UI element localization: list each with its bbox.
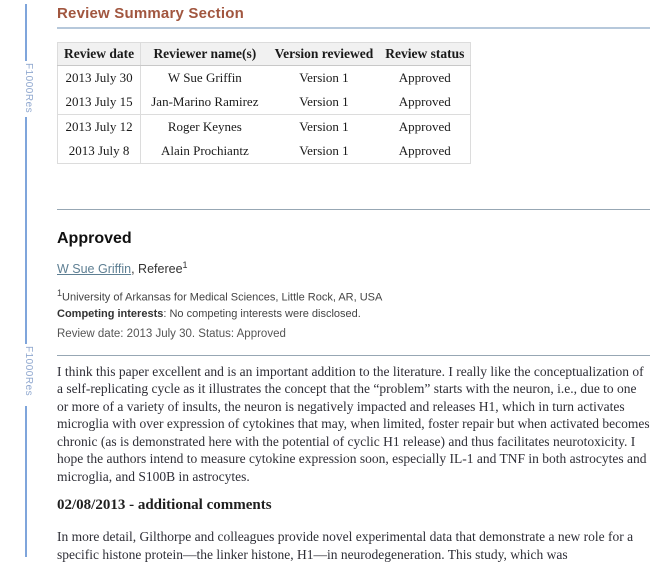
affiliation-ref-marker: 1 bbox=[182, 260, 188, 270]
reviewer-name-link[interactable]: W Sue Griffin bbox=[57, 262, 132, 277]
sidebar-rail-segment bbox=[25, 4, 27, 61]
status-cell: Approved bbox=[398, 70, 451, 85]
f1000res-vertical-brand: F1000Res bbox=[23, 346, 34, 397]
review-body bbox=[57, 363, 650, 564]
f1000res-vertical-brand: F1000Res bbox=[23, 63, 34, 114]
review-date-cell: 2013 July 30 bbox=[58, 66, 141, 91]
table-row bbox=[58, 90, 471, 115]
status-cell: Approved bbox=[379, 90, 471, 115]
version-cell: Version 1 bbox=[299, 70, 349, 85]
table-row bbox=[58, 115, 471, 140]
competing-interests-text: : No competing interests were disclosed. bbox=[163, 307, 361, 320]
review-paragraph: In more detail, Gilthorpe and colleagues provide novel experimental data that demonstrate a new role for a specific histone protein—the linker histone, H1—in neurodegeneration. This study, which was bbox=[57, 529, 634, 562]
reviewer-role-label: , Referee bbox=[131, 262, 183, 277]
review-date-status-line: Review date: 2013 July 30. Status: Approved bbox=[57, 327, 286, 340]
additional-comments-heading: 02/08/2013 - additional comments bbox=[57, 497, 272, 514]
version-cell: Version 1 bbox=[299, 119, 349, 134]
column-header-reviewer-names: Reviewer name(s) bbox=[141, 43, 269, 66]
reviewer-name-cell: W Sue Griffin bbox=[167, 70, 242, 85]
review-date-cell: 2013 July 12 bbox=[58, 115, 141, 140]
reviewer-name-cell: Alain Prochiantz bbox=[160, 143, 249, 158]
review-summary-table bbox=[57, 42, 471, 164]
table-row bbox=[58, 139, 471, 164]
review-date-cell: 2013 July 15 bbox=[58, 90, 141, 115]
sidebar-rail-segment bbox=[25, 117, 27, 344]
version-cell: Version 1 bbox=[269, 90, 380, 115]
affiliation-text: University of Arkansas for Medical Sciences, Little Rock, AR, USA bbox=[62, 291, 383, 304]
review-paragraph: I think this paper excellent and is an important addition to the literature. I really like the conceptualization of a self-replicating cycle as it illustrates the concept that the “problem” starts with the neuron, i.e., due to one or more of a variety of insults, the neuron is negatively impacted and releases H1, which in turn activates microglia with over expression of cytokines that may, when limited, foster repair but when activated becomes chronic (as is demonstrated here with the potential of cyclic H1 release) and thus facilitates neurotoxicity. I hope the authors intend to measure cytokine expression soon, especially IL-1 and TNF in both astrocytes and microglia, and S100B in astrocytes. bbox=[57, 363, 650, 484]
reviewer-affiliation bbox=[57, 288, 650, 304]
section-title: Review Summary Section bbox=[57, 5, 650, 29]
competing-interests-label: Competing interests bbox=[57, 307, 164, 320]
version-cell: Version 1 bbox=[299, 143, 349, 158]
status-cell: Approved bbox=[398, 143, 451, 158]
table-header-row bbox=[58, 43, 471, 66]
column-header-review-date: Review date bbox=[58, 43, 141, 66]
column-header-review-status: Review status bbox=[379, 43, 471, 66]
review-status-heading: Approved bbox=[57, 230, 132, 247]
status-cell: Approved bbox=[398, 119, 451, 134]
reviewer-byline bbox=[57, 260, 650, 276]
table-row bbox=[58, 66, 471, 91]
reviewer-name-cell: Roger Keynes bbox=[167, 119, 242, 134]
reviewer-name-cell: Jan-Marino Ramirez bbox=[141, 90, 269, 115]
competing-interests-line bbox=[57, 308, 650, 320]
sidebar-rail-segment bbox=[25, 406, 27, 557]
column-header-version-reviewed: Version reviewed bbox=[269, 43, 380, 66]
affiliation-ref-marker: 1 bbox=[57, 288, 63, 299]
review-date-cell: 2013 July 8 bbox=[58, 139, 141, 164]
section-divider bbox=[57, 209, 650, 210]
review-summary-section bbox=[57, 0, 650, 563]
section-divider bbox=[57, 355, 650, 356]
